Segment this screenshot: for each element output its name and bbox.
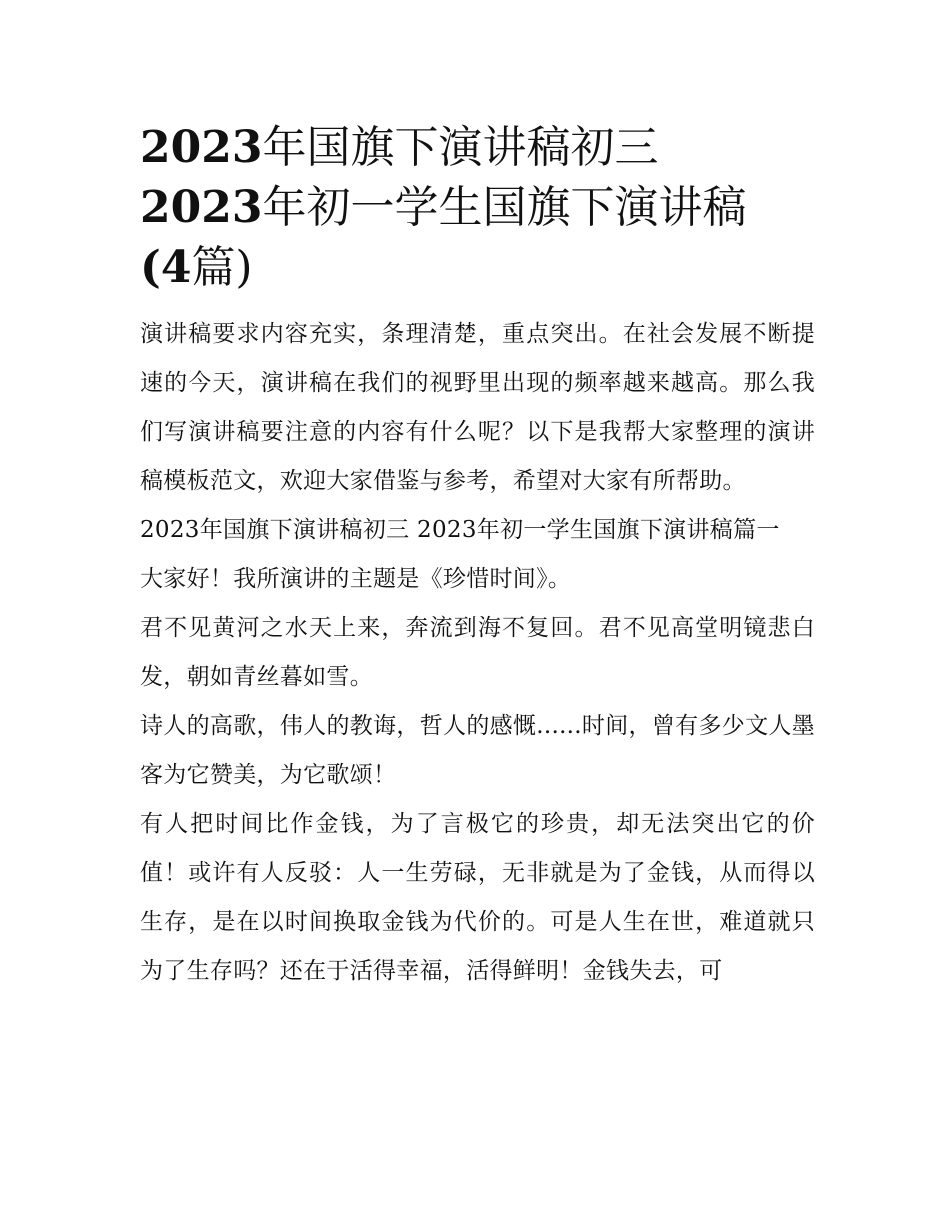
- greeting-paragraph: 大家好！我所演讲的主题是《珍惜时间》。: [140, 566, 572, 592]
- title-line-1: [140, 118, 815, 178]
- title-line-3-text: 篇): [191, 242, 253, 293]
- document-content: [140, 118, 815, 996]
- title-line-2-text: 年初一学生国旗下演讲稿: [262, 182, 747, 233]
- title-line-3-number: (4: [140, 242, 192, 293]
- intro-paragraph: 演讲稿要求内容充实，条理清楚，重点突出。在社会发展不断提速的今天，演讲稿在我们的视野里出现的频率越来越高。那么我们写演讲稿要注意的内容有什么呢？以下是我帮大家整理的演讲稿模板范文，欢迎大家借鉴与参考，希望对大家有所帮助。: [140, 321, 815, 494]
- section-heading: 2023年国旗下演讲稿初三 2023年初一学生国旗下演讲稿篇一: [140, 517, 780, 543]
- title-line-3: [140, 238, 815, 298]
- title-line-2: [140, 178, 815, 238]
- title-line-1-number: 2023: [140, 122, 263, 173]
- title-line-2-number: 2023: [140, 182, 263, 233]
- document-title: [140, 118, 815, 298]
- body-paragraph: 有人把时间比作金钱，为了言极它的珍贵，却无法突出它的价值！或许有人反驳：人一生劳碌，无非就是为了金钱，从而得以生存，是在以时间换取金钱为代价的。可是人生在世，难道就只为了生存吗？还在于活得幸福，活得鲜明！金钱失去，可: [140, 811, 815, 984]
- quote-paragraph: 诗人的高歌，伟人的教诲，哲人的感慨......时间，曾有多少文人墨客为它赞美，为它歌颂！: [140, 713, 815, 788]
- title-line-1-text: 年国旗下演讲稿初三: [262, 122, 659, 173]
- poem-paragraph: 君不见黄河之水天上来，奔流到海不复回。君不见高堂明镜悲白发，朝如青丝暮如雪。: [140, 615, 815, 690]
